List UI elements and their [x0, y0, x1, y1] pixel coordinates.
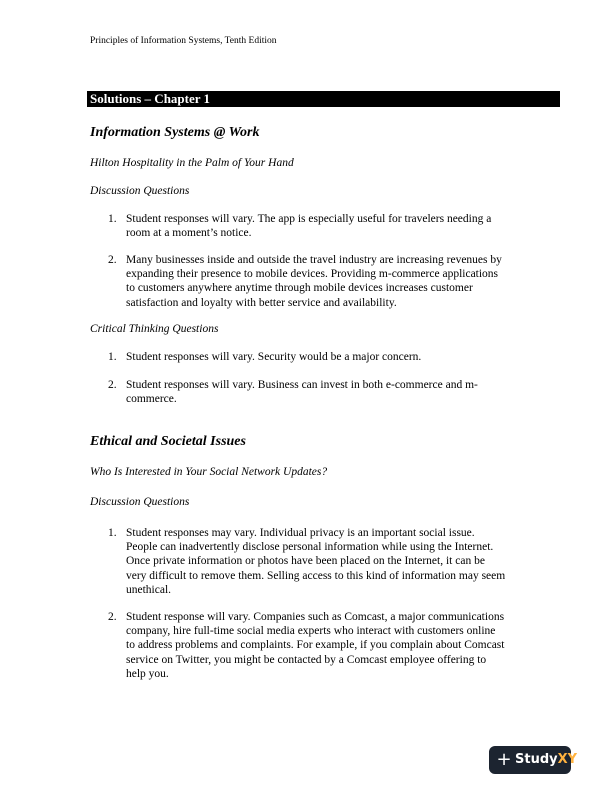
brand-suffix: XY: [557, 752, 578, 767]
discussion-label: Discussion Questions: [90, 496, 190, 508]
item-text-line: commerce.: [126, 393, 177, 406]
item-text-line: Student responses will vary. Business can invest in both e-commerce and m-: [126, 379, 478, 391]
list-item: [108, 610, 528, 681]
item-text-line: Student responses may vary. Individual privacy is an important social issue.: [126, 527, 475, 539]
list-item: [108, 350, 528, 364]
item-text-line: People can inadvertently disclose personal information while using the Internet.: [126, 541, 494, 554]
item-number: 1.: [108, 213, 117, 225]
item-number: 2.: [108, 254, 117, 266]
item-text-line: unethical.: [126, 583, 172, 596]
item-text-line: help you.: [126, 667, 169, 680]
item-number: 1.: [108, 351, 117, 363]
plus-icon: +: [496, 749, 512, 770]
section-title: Ethical and Societal Issues: [90, 434, 246, 449]
list-item: [108, 526, 528, 597]
item-text-line: Student response will vary. Companies such as Comcast, a major communications: [126, 611, 505, 623]
chapter-title-bar: [87, 91, 560, 107]
item-text-line: Student responses will vary. Security would be a major concern.: [126, 351, 422, 363]
case-title: Who Is Interested in Your Social Network Updates?: [90, 466, 328, 478]
item-number: 1.: [108, 527, 117, 539]
item-text-line: Once private information or photos have been placed on the Internet, it can be: [126, 555, 485, 568]
discussion-label: Discussion Questions: [90, 185, 190, 197]
item-text-line: to address problems and complaints. For example, if you complain about Comcast: [126, 639, 505, 652]
item-text-line: company, hire full-time social media experts who interact with customers online: [126, 625, 496, 638]
item-text-line: room at a moment’s notice.: [126, 227, 252, 240]
running-header: Principles of Information Systems, Tenth Edition: [90, 36, 277, 46]
item-text-line: Student responses will vary. The app is especially useful for travelers needing a: [126, 213, 492, 225]
item-text-line: service on Twitter, you might be contacted by a Comcast employee offering to: [126, 653, 487, 666]
section-title: Information Systems @ Work: [90, 125, 260, 140]
item-text-line: very difficult to remove them. Selling access to this kind of information may seem: [126, 569, 506, 582]
critical-thinking-label: Critical Thinking Questions: [90, 323, 219, 335]
case-title: Hilton Hospitality in the Palm of Your Hand: [90, 157, 294, 169]
list-item: [108, 253, 528, 310]
studyxy-badge[interactable]: [489, 746, 578, 774]
list-item: [108, 378, 528, 406]
chapter-title: Solutions – Chapter 1: [90, 91, 211, 106]
brand-name: [515, 746, 577, 774]
brand-prefix: Study: [515, 752, 558, 767]
list-item: [108, 212, 528, 240]
item-text-line: to customers anywhere anytime through mobile devices increases customer: [126, 282, 473, 295]
item-text-line: expanding their presence to mobile devices. Providing m-commerce applications: [126, 268, 499, 281]
item-number: 2.: [108, 611, 117, 623]
item-number: 2.: [108, 379, 117, 391]
item-text-line: satisfaction and loyalty with better service and availability.: [126, 296, 397, 309]
item-text-line: Many businesses inside and outside the travel industry are increasing revenues by: [126, 254, 502, 266]
